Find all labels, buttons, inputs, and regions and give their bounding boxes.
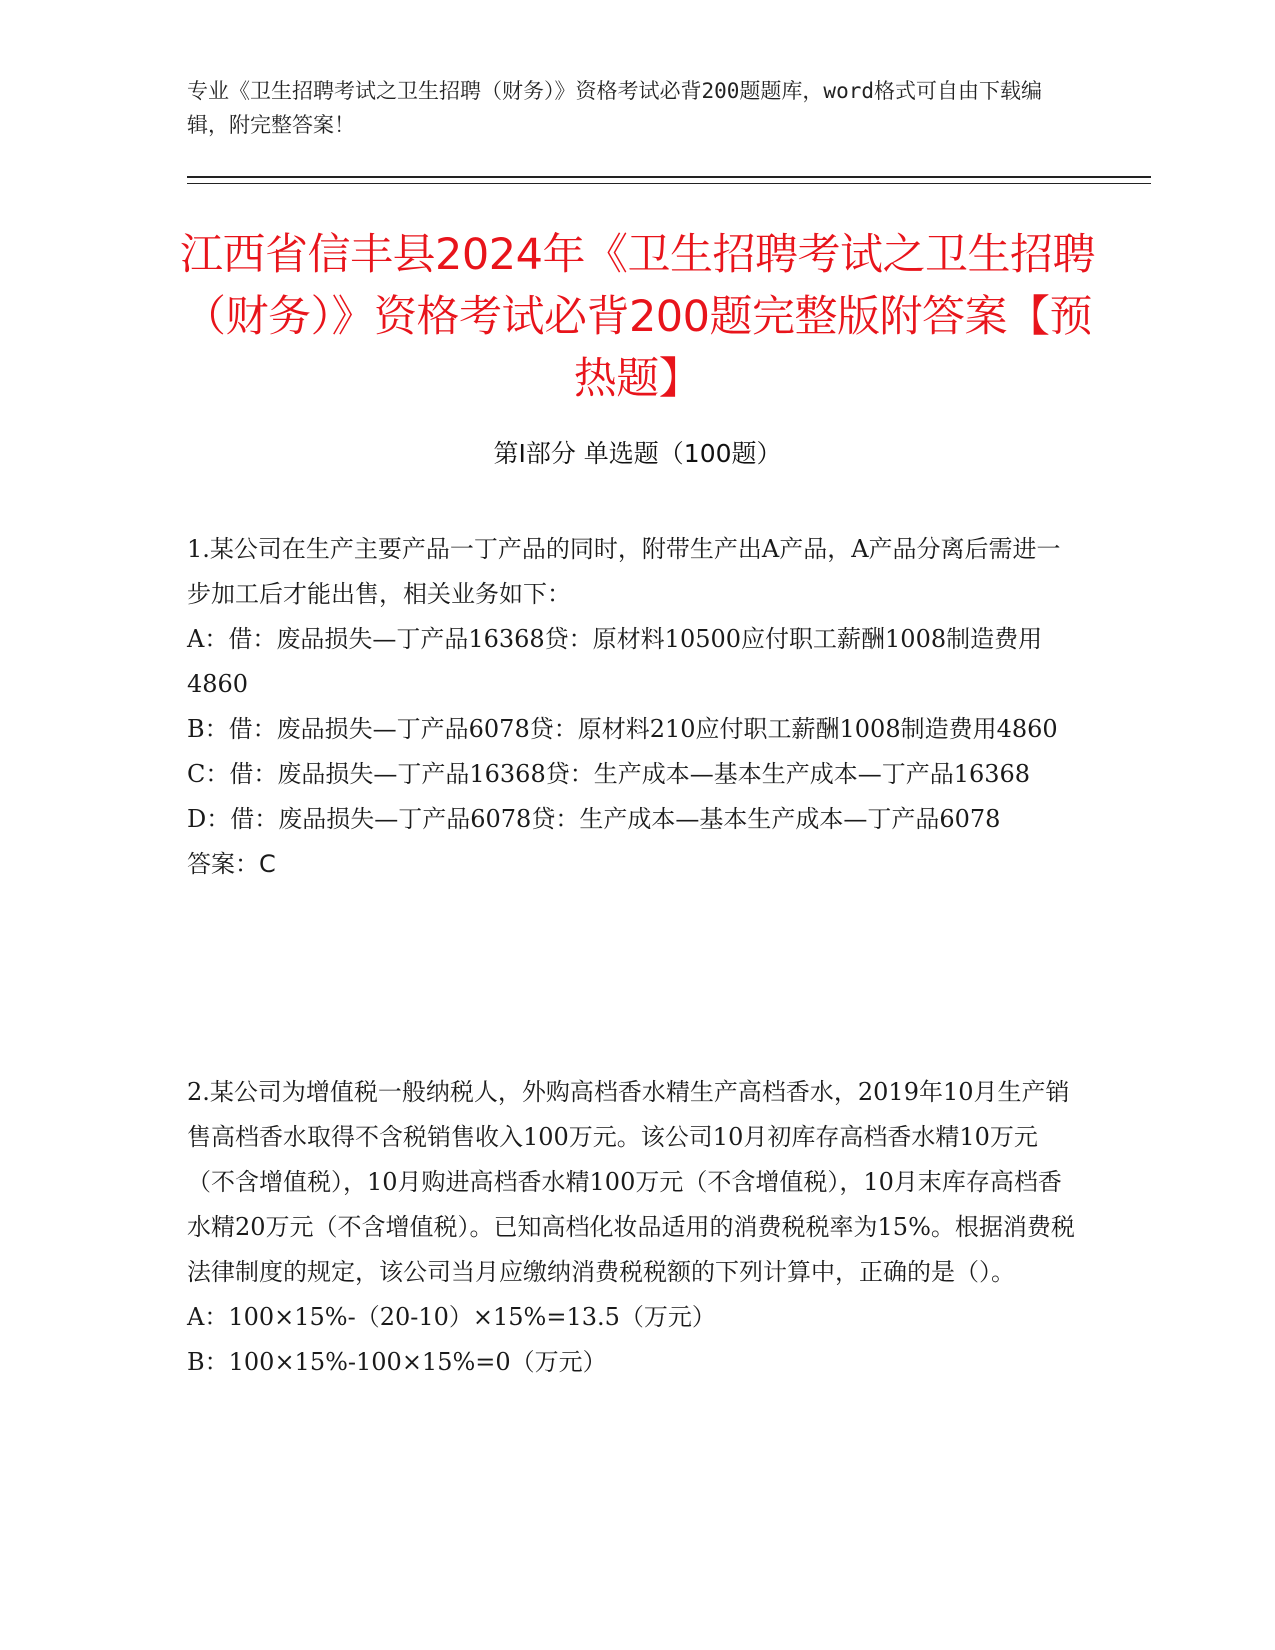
option-b: B：借：废品损失—丁产品6078贷：原材料210应付职工薪酬1008制造费用4860 (187, 715, 1058, 743)
header-divider-thin (187, 183, 1151, 184)
option-d: D：借：废品损失—丁产品6078贷：生产成本—基本生产成本—丁产品6078 (187, 805, 1001, 833)
option-a: A：100×15%-（20-10）×15%=13.5（万元） (187, 1303, 716, 1331)
option-b: B：100×15%-100×15%=0（万元） (187, 1348, 607, 1376)
question-stem: 2.某公司为增值税一般纳税人，外购高档香水精生产高档香水，2019年10月生产销售高档香水取得不含税销售收入100万元。该公司10月初库存高档香水精10万元（不含增值税），10月购进高档香水精100万元（不含增值税），10月末库存高档香水精20万元（不含增值税）。已知高档化妆品适用的消费税税率为15%。根据消费税法律制度的规定，该公司当月应缴纳消费税税额的下列计算中，正确的是（）。 (187, 1078, 1075, 1286)
question-stem: 1.某公司在生产主要产品一丁产品的同时，附带生产出A产品，A产品分离后需进一步加工后才能出售，相关业务如下： (187, 535, 1061, 608)
question-1 (187, 527, 1077, 887)
document-title: 江西省信丰县2024年《卫生招聘考试之卫生招聘（财务）》资格考试必背200题完整版附答案【预热题】 (180, 230, 1095, 404)
option-c: C：借：废品损失—丁产品16368贷：生产成本—基本生产成本—丁产品16368 (187, 760, 1031, 788)
header-note: 专业《卫生招聘考试之卫生招聘（财务）》资格考试必背200题题库，word格式可自由下载编辑，附完整答案！ (187, 79, 1042, 137)
section-heading: 第I部分 单选题（100题） (493, 439, 782, 468)
header-divider-thick (187, 176, 1151, 178)
option-a: A：借：废品损失—丁产品16368贷：原材料10500应付职工薪酬1008制造费用4860 (187, 625, 1043, 698)
question-2 (187, 1070, 1077, 1385)
answer-text: 答案：C (187, 850, 276, 878)
